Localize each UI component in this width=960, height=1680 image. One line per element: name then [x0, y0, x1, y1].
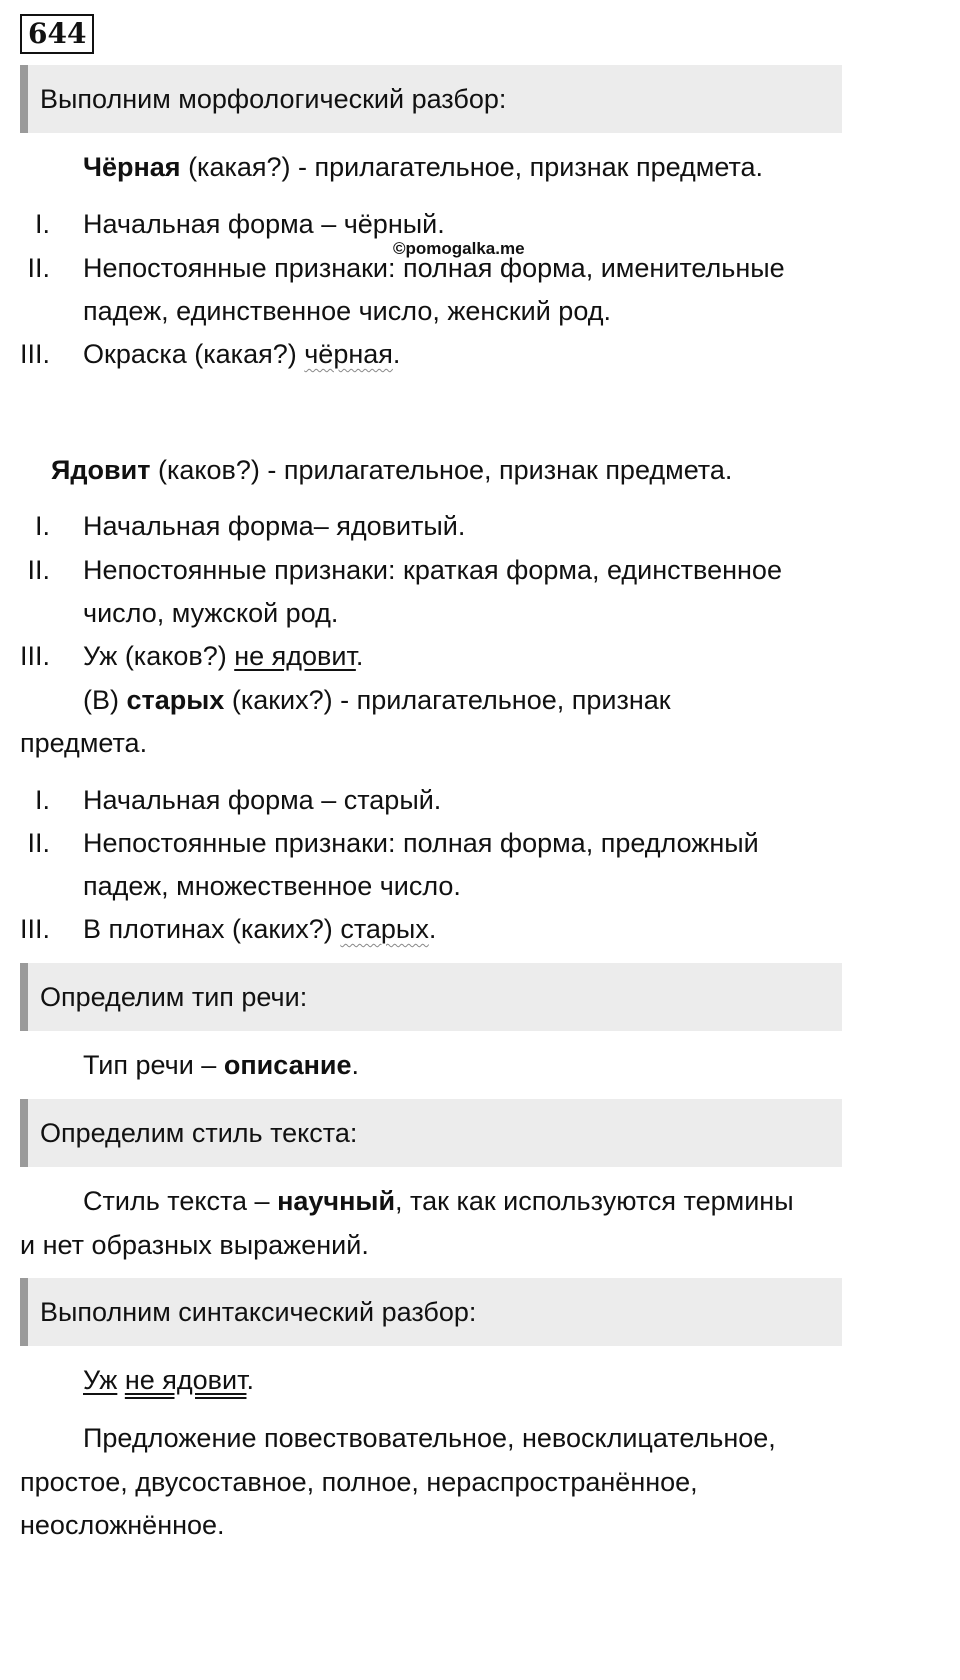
w2-item-1: Начальная форма– ядовитый.: [83, 511, 466, 541]
w2-num-2: II.: [27, 555, 50, 585]
w3-item-3-word: старых: [340, 914, 429, 944]
w3-intro: [83, 677, 671, 724]
style-line-2: и нет образных выражений.: [20, 1230, 369, 1260]
w3-item-2b: падеж, множественное число.: [83, 871, 461, 901]
w3-num-2: II.: [27, 828, 50, 858]
w1-word: Чёрная: [83, 152, 181, 182]
w1-intro: [83, 144, 763, 191]
w2-word: Ядовит: [51, 455, 151, 485]
syntax-desc-3: неосложнённое.: [20, 1510, 225, 1540]
syntax-desc-1: Предложение повествовательное, невосклицательное,: [83, 1423, 776, 1453]
w3-intro-2: предмета.: [20, 728, 148, 758]
w2-num-3: III.: [19, 641, 50, 671]
w1-item-1: Начальная форма – чёрный.: [83, 209, 445, 239]
w3-item-1: Начальная форма – старый.: [83, 785, 442, 815]
w1-item-3: [83, 331, 400, 378]
header-morph: Выполним морфологический разбор:: [20, 65, 842, 133]
w2-item-2b: число, мужской род.: [83, 598, 339, 628]
w2-num-1: I.: [34, 511, 50, 541]
w1-num-2: II.: [27, 253, 50, 283]
type-line-end: .: [351, 1050, 360, 1080]
type-line: [83, 1042, 359, 1089]
watermark: ©pomogalka.me: [393, 239, 525, 258]
w3-num-3: III.: [19, 914, 50, 944]
header-type: Определим тип речи:: [20, 963, 842, 1031]
style-line-value: научный: [277, 1186, 396, 1216]
syntax-subject: Уж: [83, 1365, 118, 1395]
w3-item-3-end: .: [428, 914, 437, 944]
w1-item-3-end: .: [392, 339, 401, 369]
style-line: [83, 1178, 794, 1225]
w1-item-3-word: чёрная: [304, 339, 393, 369]
style-line-post: , так как используются термины: [395, 1186, 794, 1216]
w3-intro-text: (каких?) - прилагательное, признак: [224, 685, 671, 715]
w2-intro-text: (каков?) - прилагательное, признак предмета.: [150, 455, 733, 485]
task-number: 644: [20, 14, 94, 54]
w1-item-2a: Непостоянные признаки: полная форма, именительные: [83, 253, 785, 283]
w2-item-3-text: Уж (каков?): [83, 641, 235, 671]
w2-intro: [51, 447, 732, 494]
w1-item-2b: падеж, единственное число, женский род.: [83, 296, 612, 326]
w2-item-2a: Непостоянные признаки: краткая форма, единственное: [83, 555, 782, 585]
w1-num-1: I.: [34, 209, 50, 239]
header-syntax: Выполним синтаксический разбор:: [20, 1278, 842, 1346]
w1-item-3-text: Окраска (какая?): [83, 339, 305, 369]
w3-pre: (В): [83, 685, 127, 715]
syntax-predicate: не ядовит: [124, 1365, 247, 1395]
syntax-sentence: [83, 1357, 254, 1404]
style-line-pre: Стиль текста –: [83, 1186, 278, 1216]
w2-item-3-end: .: [355, 641, 364, 671]
w2-item-3: [83, 633, 363, 680]
w1-intro-text: (какая?) - прилагательное, признак предмета.: [180, 152, 764, 182]
syntax-end: .: [246, 1365, 254, 1395]
w2-item-3-word: не ядовит: [234, 641, 356, 671]
header-style: Определим стиль текста:: [20, 1099, 842, 1167]
w3-item-2a: Непостоянные признаки: полная форма, предложный: [83, 828, 759, 858]
w3-word: старых: [126, 685, 225, 715]
type-line-value: описание: [223, 1050, 352, 1080]
w1-num-3: III.: [19, 339, 50, 369]
w3-num-1: I.: [34, 785, 50, 815]
syntax-desc-2: простое, двусоставное, полное, нераспространённое,: [20, 1467, 698, 1497]
type-line-pre: Тип речи –: [83, 1050, 224, 1080]
w3-item-3-text: В плотинах (каких?): [83, 914, 341, 944]
w3-item-3: [83, 906, 436, 953]
